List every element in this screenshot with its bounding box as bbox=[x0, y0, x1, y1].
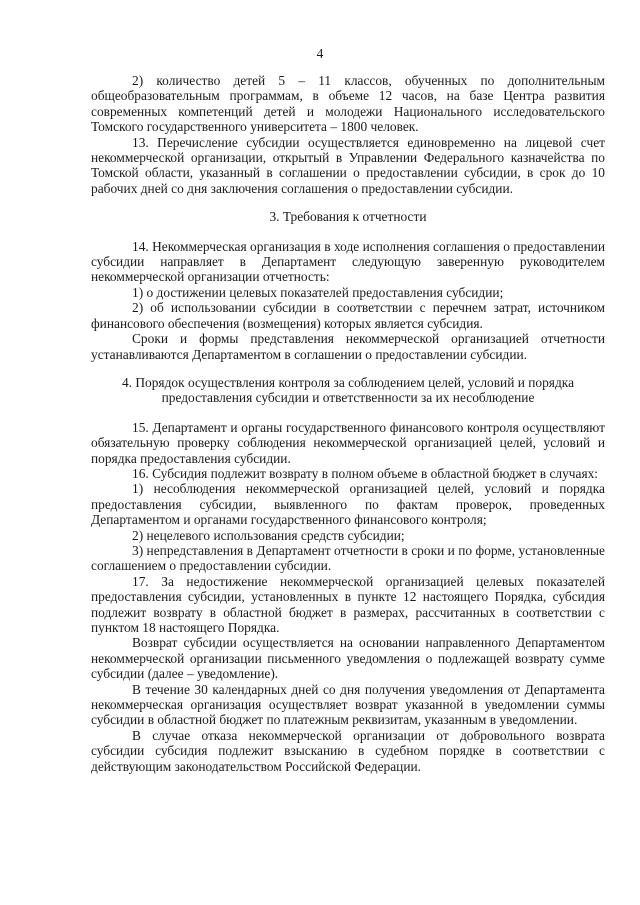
page-number: 4 bbox=[316, 46, 324, 61]
paragraph-16-item-2: 2) нецелевого использования средств субсидии; bbox=[132, 527, 405, 543]
paragraph-13-transfer: 13. Перечисление субсидии осуществляется единовременно на лицевой счет некоммерческой организации, открытый в Управлении Федерального казначейства по Томской области, указанный в соглашении о предоставлении субсидии, в срок до 10 рабочих дней со дня заключения соглашения о предоставлении субсидии. bbox=[91, 134, 605, 196]
paragraph-15-control: 15. Департамент и органы государственного финансового контроля осуществляют обязательную проверку соблюдения некоммерческой организацией целей, условий и порядка предоставления субсидии. bbox=[91, 419, 605, 466]
section-heading-4: 4. Порядок осуществления контроля за соблюдением целей, условий и порядка предоставления субсидии и ответственности за их несоблюдение bbox=[121, 374, 575, 406]
paragraph-refusal-recovery: В случае отказа некоммерческой организации от добровольного возврата субсидии субсидия подлежит взысканию в судебном порядке в соответствии с действующим законодательством Российской Федерации. bbox=[91, 727, 605, 774]
paragraph-16-item-3: 3) непредставления в Департамент отчетности в сроки и по форме, установленные соглашением о предоставлении субсидии. bbox=[91, 542, 605, 574]
paragraph-report-deadlines: Сроки и формы представления некоммерческой организацией отчетности устанавливаются Департаментом в соглашении о предоставлении субсидии. bbox=[91, 331, 605, 362]
paragraph-refund-basis: Возврат субсидии осуществляется на основании направленного Департаментом некоммерческой организации письменного уведомления о подлежащей возврату сумме субсидии (далее – уведомление). bbox=[91, 635, 605, 682]
paragraph-14-reporting: 14. Некоммерческая организация в ходе исполнения соглашения о предоставлении субсидии направляет в Департамент следующую заверенную руководителем некоммерческой организации отчетность: bbox=[91, 238, 605, 285]
paragraph-refund-term: В течение 30 календарных дней со дня получения уведомления от Департамента некоммерческая организация осуществляет возврат указанной в уведомлении суммы субсидии в областной бюджет по платежным реквизитам, указанным в уведомлении. bbox=[91, 681, 605, 728]
document-body bbox=[91, 73, 605, 774]
paragraph-14-item-1: 1) о достижении целевых показателей предоставления субсидии; bbox=[132, 284, 504, 300]
paragraph-17-targets: 17. За недостижение некоммерческой организацией целевых показателей предоставления субсидии, установленных в пункте 12 настоящего Порядка, субсидия подлежит возврату в областной бюджет в размерах, рассчитанных в соответствии с пунктом 18 настоящего Порядка. bbox=[91, 573, 605, 635]
paragraph-16-refund: 16. Субсидия подлежит возврату в полном объеме в областной бюджет в случаях: bbox=[132, 465, 599, 481]
paragraph-16-item-1: 1) несоблюдения некоммерческой организацией целей, условий и порядка предоставления субсидии, выявленного по фактам проверок, проведенных Департаментом и органами государственного финансового контроля; bbox=[91, 481, 605, 528]
paragraph-item-2-children-count: 2) количество детей 5 – 11 классов, обученных по дополнительным общеобразовательным программам, в объеме 12 часов, на базе Центра развития современных компетенций детей и молодежи Национального исследовательского Томского государственного университета – 1800 человек. bbox=[91, 73, 605, 135]
paragraph-14-item-2: 2) об использовании субсидии в соответствии с перечнем затрат, источником финансового обеспечения (возмещения) которых является субсидия. bbox=[91, 300, 605, 331]
section-heading-3: 3. Требования к отчетности bbox=[269, 209, 427, 225]
